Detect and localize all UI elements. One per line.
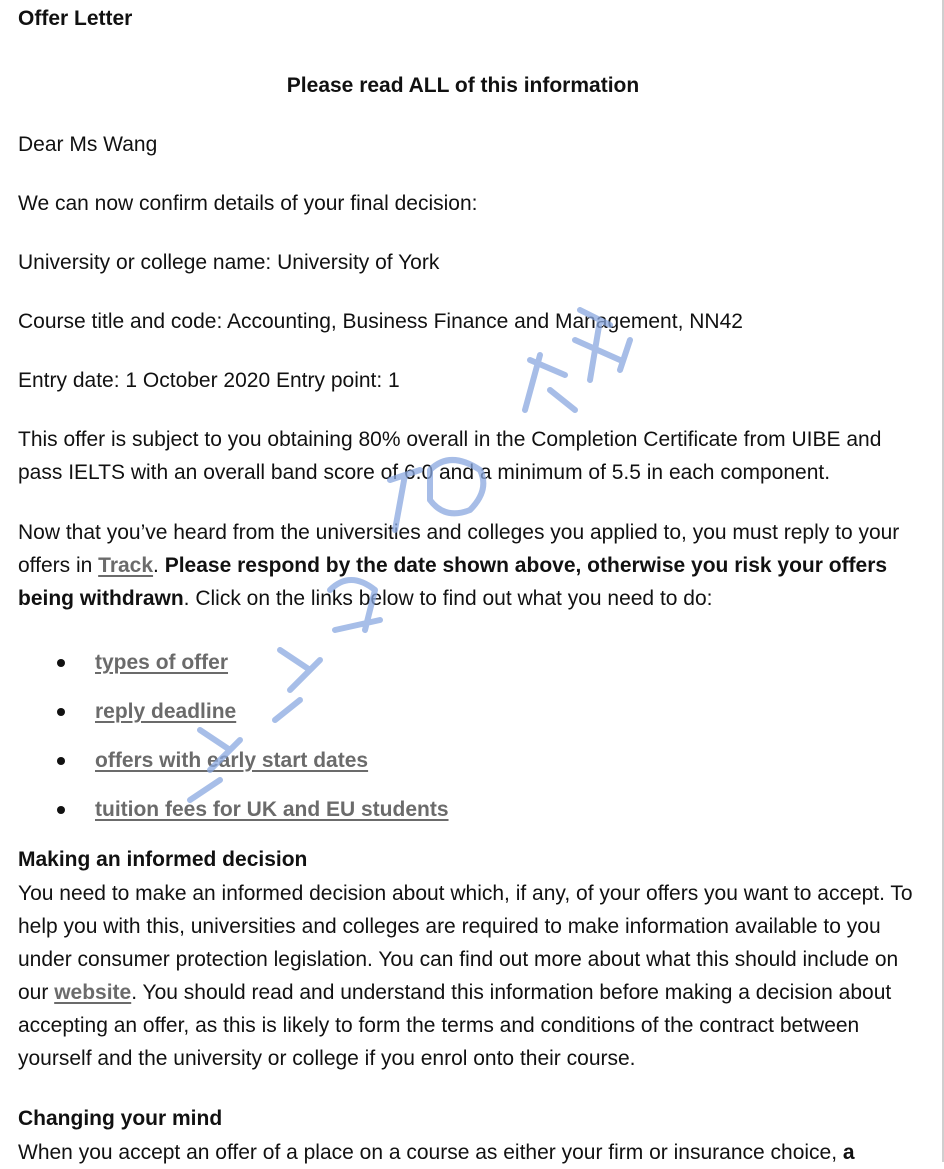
reply-paragraph xyxy=(18,516,923,615)
types-of-offer-link[interactable]: types of offer xyxy=(95,651,229,674)
letter-header: Offer Letter xyxy=(18,7,133,30)
website-link[interactable]: website xyxy=(54,981,132,1004)
reply-deadline-link[interactable]: reply deadline xyxy=(95,700,237,723)
track-link[interactable]: Track xyxy=(98,554,154,577)
entry-line: Entry date: 1 October 2020 Entry point: 1 xyxy=(18,369,400,392)
tuition-fees-link[interactable]: tuition fees for UK and EU students xyxy=(95,798,449,821)
reply-text-start: Now that you’ve heard from the universities and colleges you applied to, you must reply to your offers in xyxy=(18,521,900,577)
bullet-dot xyxy=(57,659,65,667)
bullet-dot xyxy=(57,757,65,765)
changing-mind-text xyxy=(18,1136,855,1169)
reply-text-end: . Click on the links below to find out what you need to do: xyxy=(183,587,713,610)
early-start-dates-link[interactable]: offers with early start dates xyxy=(95,749,369,772)
university-line: University or college name: University of York xyxy=(18,251,440,274)
informed-decision-heading: Making an informed decision xyxy=(18,848,308,871)
changing-bold-tail: a xyxy=(842,1141,855,1164)
informed-text-start: You need to make an informed decision about which, if any, of your offers you want to accept. To help you with this, universities and colleges are required to make information available to you under consumer protection legislation. You can find out more about what this should include on our xyxy=(18,882,913,1004)
changing-text: When you accept an offer of a place on a course as either your firm or insurance choice, xyxy=(18,1141,843,1164)
bullet-dot xyxy=(57,708,65,716)
condition-paragraph: This offer is subject to you obtaining 80% overall in the Completion Certificate from UIBE and pass IELTS with an overall band score of 6.0 and a minimum of 5.5 in each component. xyxy=(18,428,882,484)
changing-mind-heading: Changing your mind xyxy=(18,1107,223,1130)
notice-title: Please read ALL of this information xyxy=(286,74,640,97)
reply-text-mid: . xyxy=(153,554,165,577)
informed-text-end: . You should read and understand this information before making a decision about accepting an offer, as this is likely to form the terms and conditions of the contract between yourself and the university or college if you enrol onto their course. xyxy=(18,981,892,1070)
bullet-dot xyxy=(57,806,65,814)
intro-text: We can now confirm details of your final decision: xyxy=(18,192,478,215)
informed-decision-paragraph xyxy=(18,877,923,1075)
course-line: Course title and code: Accounting, Business Finance and Management, NN42 xyxy=(18,310,743,333)
greeting: Dear Ms Wang xyxy=(18,133,158,156)
reply-warning: Please respond by the date shown above, otherwise you risk your offers being withdrawn xyxy=(18,554,888,610)
